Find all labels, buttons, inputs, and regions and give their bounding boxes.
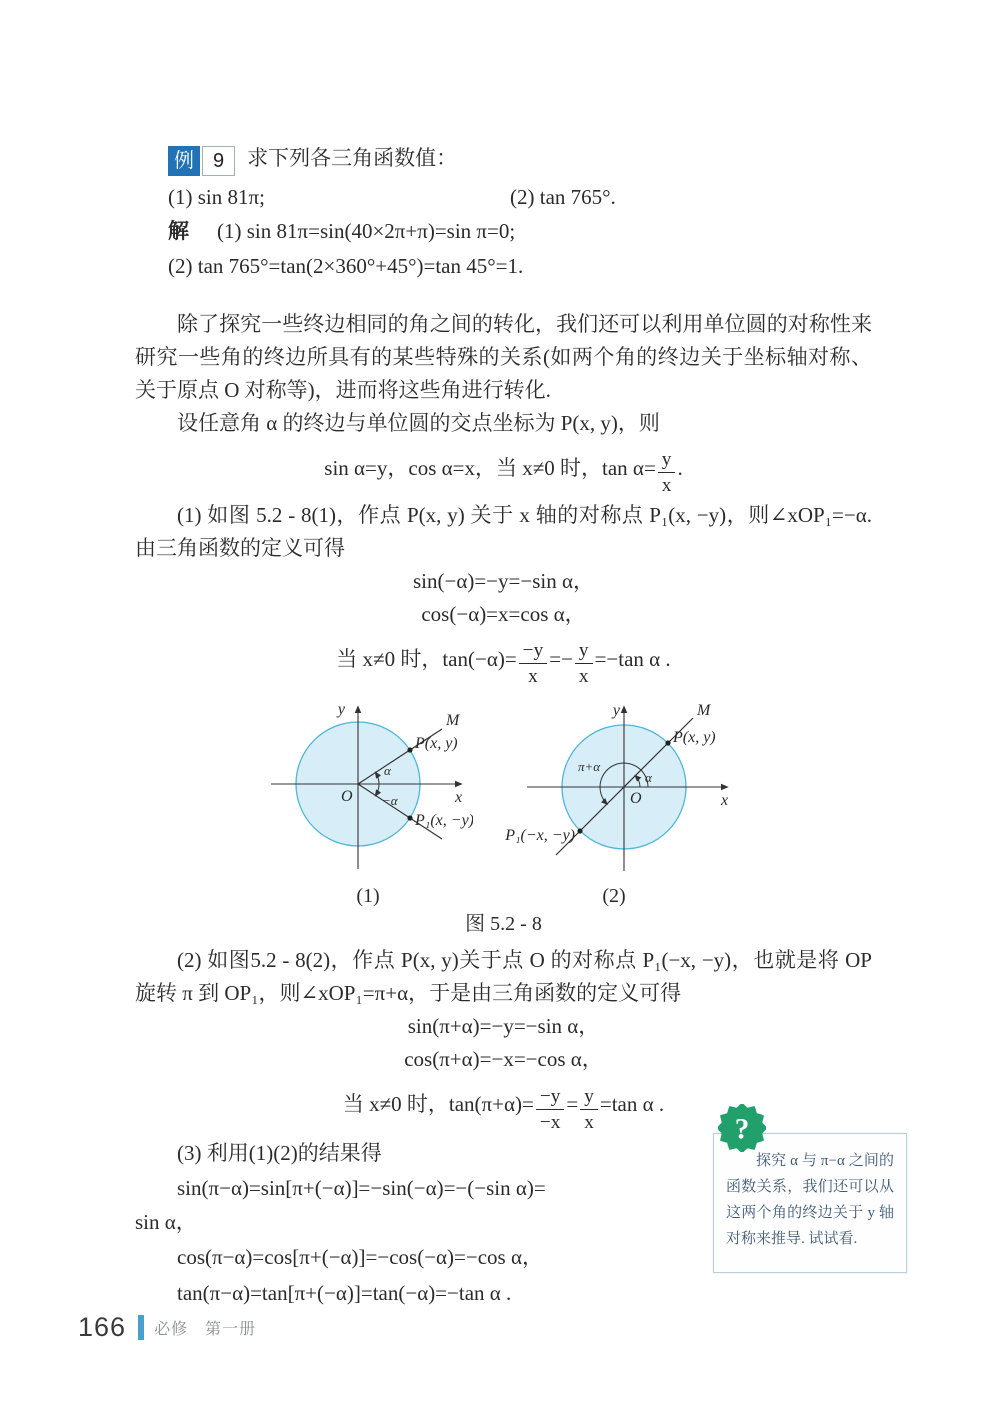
- unit-circle-diagram-1: [263, 699, 473, 908]
- solution-label: 解: [168, 220, 189, 243]
- origin-label: O: [341, 788, 353, 806]
- formula-segment: .: [677, 456, 683, 480]
- cos-neg-alpha-formula: cos(−α)=x=cos α，: [421, 601, 586, 626]
- y-axis-label: y: [612, 702, 620, 720]
- part-1-block: [135, 499, 872, 688]
- fraction-denominator: x: [575, 663, 593, 687]
- exploration-hint-box: [713, 1113, 907, 1273]
- fraction: [580, 1085, 598, 1133]
- example-solution-row-1: [168, 214, 872, 249]
- formula-segment: x≠0: [522, 456, 555, 480]
- formula-segment: x≠0: [362, 646, 396, 671]
- formula-segment: 当: [342, 1092, 370, 1117]
- x-axis-label: x: [721, 792, 729, 810]
- formula-segment: 时，: [554, 456, 603, 480]
- point-p1-label: P₁(x, −y): [415, 812, 473, 830]
- point-p1-label: P₁(−x, −y): [505, 827, 575, 845]
- y-axis-label: y: [337, 701, 345, 719]
- example-title: 求下列各三角函数值：: [247, 146, 458, 170]
- footer-divider-bar: [138, 1315, 144, 1340]
- fraction: [519, 639, 548, 687]
- fraction-denominator: x: [580, 1109, 598, 1133]
- formula-segment: tan α=: [602, 456, 656, 480]
- tan-neg-alpha-formula: [135, 631, 872, 688]
- unit-circle-diagram-2: [489, 699, 739, 908]
- point-p1-dot: [577, 829, 582, 834]
- point-p-label: P(x, y): [673, 729, 716, 747]
- fraction: [536, 1085, 565, 1133]
- sin-pi-plus-alpha-formula: sin(π+α)=−y=−sin α，: [407, 1014, 600, 1039]
- intro-block: [135, 308, 872, 497]
- fraction: [575, 639, 593, 687]
- fraction-numerator: y: [661, 449, 672, 471]
- formula-segment: =−: [549, 646, 573, 671]
- page-number: 166: [78, 1312, 127, 1342]
- example-badge-number: 9: [202, 146, 235, 176]
- cos-pi-plus-alpha-formula: cos(π+α)=−x=−cos α，: [404, 1047, 603, 1072]
- fraction-denominator: x: [519, 663, 548, 687]
- ray-m-label: M: [446, 712, 460, 730]
- origin-label: O: [630, 790, 642, 808]
- example-9-block: [135, 138, 872, 284]
- formula-segment: =−tan α .: [594, 646, 671, 671]
- tan-pi-minus-alpha-formula: tan(π−α)=tan[π+(−α)]=tan(−α)=−tan α .: [177, 1280, 512, 1305]
- angle-neg-alpha-label: −α: [382, 793, 398, 809]
- example-solution-row-2: [168, 249, 872, 284]
- example-item-1: (1) sin 81π;: [168, 185, 265, 209]
- solution-1: (1) sin 81π=sin(40×2π+π)=sin π=0;: [217, 219, 516, 243]
- question-mark-icon: [718, 1104, 766, 1152]
- intro-paragraph-1: 除了探究一些终边相同的角之间的转化，我们还可以利用单位圆的对称性来研究一些角的终边所具有的某些特殊的关系(如两个角的终边关于坐标轴对称、关于原点 O 对称等)，进而将这些角进行转化.: [135, 312, 872, 402]
- hint-text: 探究 α 与 π−α 之间的函数关系，我们还可以从这两个角的终边关于 y 轴对称来推导. 试试看.: [726, 1153, 894, 1247]
- unit-circle-svg-2: [489, 699, 739, 874]
- unit-circle-svg-1: [263, 699, 473, 874]
- basic-trig-formula: [135, 440, 872, 497]
- fraction-numerator: y: [578, 639, 589, 661]
- formula-segment: =tan α .: [599, 1092, 665, 1117]
- example-item-2: (2) tan 765°.: [510, 185, 616, 209]
- x-axis-label: x: [455, 789, 463, 807]
- fraction-denominator: x: [658, 472, 676, 496]
- fraction-numerator: y: [584, 1085, 594, 1107]
- angle-alpha-label: α: [384, 763, 391, 779]
- example-badge-label: 例: [168, 146, 200, 176]
- formula-segment: =: [566, 1092, 579, 1117]
- example-title-row: [168, 138, 872, 180]
- part-1-text: (1) 如图 5.2 - 8(1)，作点 P(x, y) 关于 x 轴的对称点 P₁(x, −y)，则∠xOP₁=−α. 由三角函数的定义可得: [135, 502, 872, 560]
- sin-pi-minus-alpha-formula: sin(π−α)=sin[π+(−α)]=−sin(−α)=−(−sin α)=: [177, 1175, 546, 1200]
- figure-caption: 图 5.2 - 8: [465, 913, 542, 936]
- fraction-numerator: −y: [539, 1085, 561, 1107]
- formula-segment: x≠0: [369, 1092, 402, 1117]
- point-p-dot: [665, 741, 670, 746]
- point-p-dot: [407, 748, 412, 753]
- example-items-row: [168, 180, 872, 214]
- point-p-label: P(x, y): [415, 735, 458, 753]
- sin-neg-alpha-formula: sin(−α)=−y=−sin α，: [413, 568, 594, 593]
- angle-alpha-label: α: [645, 770, 652, 786]
- part-2-text: (2) 如图5.2 - 8(2)，作点 P(x, y)关于点 O 的对称点 P₁(−x, −y)，也就是将 OP 旋转 π 到 OP₁，则∠xOP₁=π+α，于是由三角函数的定义可得: [135, 948, 872, 1006]
- formula-segment: tan(−α)=: [442, 646, 517, 671]
- figure-row: [263, 699, 872, 908]
- sin-pi-minus-alpha-continuation: sin α，: [135, 1209, 197, 1234]
- fraction: [658, 448, 676, 496]
- formula-segment: 时，: [395, 646, 443, 671]
- figure-2-label: (2): [602, 885, 626, 908]
- figure-5-2-8: [135, 699, 872, 938]
- question-mark-glyph: ?: [734, 1113, 750, 1146]
- solution-2: (2) tan 765°=tan(2×360°+45°)=tan 45°=1.: [168, 254, 524, 278]
- point-p1-dot: [407, 816, 412, 821]
- formula-segment: 当: [336, 646, 363, 671]
- angle-pi-plus-alpha-label: π+α: [577, 759, 601, 775]
- intro-paragraph-2: 设任意角 α 的终边与单位圆的交点坐标为 P(x, y)，则: [177, 411, 660, 435]
- page-footer: [78, 1312, 256, 1343]
- example-badge: [168, 140, 235, 180]
- footer-edition: 必修 第一册: [154, 1321, 257, 1338]
- formula-segment: sin α=y，cos α=x，: [324, 456, 496, 480]
- formula-segment: 时，: [401, 1092, 449, 1117]
- fraction-denominator: −x: [536, 1109, 565, 1133]
- cos-pi-minus-alpha-formula: cos(π−α)=cos[π+(−α)]=−cos(−α)=−cos α，: [177, 1244, 543, 1269]
- formula-segment: 当: [496, 456, 523, 480]
- ray-m-label: M: [697, 702, 711, 720]
- fraction-numerator: −y: [522, 639, 544, 661]
- formula-segment: tan(π+α)=: [448, 1092, 534, 1117]
- figure-1-label: (1): [356, 885, 380, 908]
- part-3-heading: (3) 利用(1)(2)的结果得: [177, 1140, 382, 1165]
